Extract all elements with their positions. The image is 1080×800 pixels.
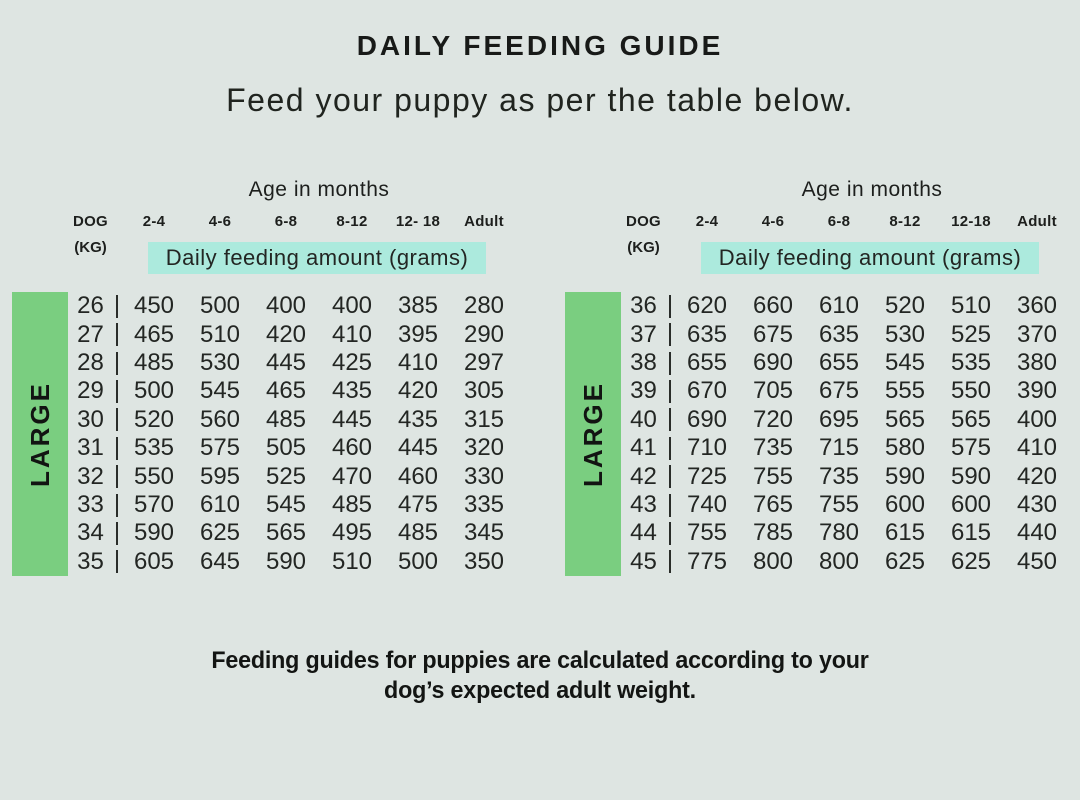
header-spacer <box>12 213 68 230</box>
row-divider <box>666 434 674 462</box>
table-row <box>621 519 1070 547</box>
feeding-amount-value: 690 <box>686 405 728 433</box>
feeding-amount-value: 600 <box>950 491 992 519</box>
feeding-amount-value: 400 <box>1016 405 1058 433</box>
dog-weight-kg: 32 <box>77 462 104 490</box>
feeding-amount-value: 420 <box>397 377 439 405</box>
col-header-adult: Adult <box>464 213 504 230</box>
table-row <box>621 377 1070 405</box>
feeding-amount-value: 715 <box>818 434 860 462</box>
feeding-amount-value: 440 <box>1016 519 1058 547</box>
row-divider <box>113 462 121 490</box>
feeding-amount-value: 800 <box>818 547 860 575</box>
feeding-amount-value: 625 <box>950 547 992 575</box>
feeding-amount-value: 535 <box>950 349 992 377</box>
feeding-amount-value: 720 <box>752 405 794 433</box>
col-header-4-6: 4-6 <box>761 213 785 230</box>
feeding-amount-value: 360 <box>1016 292 1058 320</box>
feeding-table-right <box>565 170 1070 576</box>
kg-unit-label: (KG) <box>74 239 107 256</box>
feeding-amount-value: 610 <box>818 292 860 320</box>
table-rows <box>621 292 1070 576</box>
feeding-amount-value: 675 <box>752 320 794 348</box>
dog-weight-kg: 35 <box>77 547 104 575</box>
feeding-amount-value: 350 <box>463 547 505 575</box>
feeding-amount-value: 755 <box>818 491 860 519</box>
row-divider <box>666 548 674 576</box>
feeding-amount-value: 380 <box>1016 349 1058 377</box>
feeding-amount-value: 495 <box>331 519 373 547</box>
feeding-amount-value: 625 <box>199 519 241 547</box>
feeding-amount-value: 635 <box>686 320 728 348</box>
feeding-amount-value: 485 <box>397 519 439 547</box>
dog-weight-kg: 33 <box>77 491 104 519</box>
feeding-amount-value: 445 <box>397 434 439 462</box>
table-row <box>621 292 1070 320</box>
feeding-amount-value: 500 <box>199 292 241 320</box>
feeding-amount-value: 695 <box>818 405 860 433</box>
col-header-8-12: 8-12 <box>336 213 368 230</box>
feeding-amount-value: 290 <box>463 320 505 348</box>
row-divider <box>113 292 121 320</box>
age-in-months-header: Age in months <box>248 178 390 201</box>
feeding-amount-value: 565 <box>265 519 307 547</box>
feeding-amount-value: 445 <box>331 405 373 433</box>
dog-weight-kg: 45 <box>630 547 657 575</box>
feeding-amount-value: 755 <box>686 519 728 547</box>
row-divider <box>666 491 674 519</box>
header-spacer <box>666 213 674 230</box>
row-divider <box>666 320 674 348</box>
row-divider <box>666 406 674 434</box>
feeding-amount-value: 505 <box>265 434 307 462</box>
feeding-amount-value: 460 <box>331 434 373 462</box>
table-row <box>621 434 1070 462</box>
dog-weight-kg: 41 <box>630 434 657 462</box>
feeding-amount-value: 450 <box>133 292 175 320</box>
footer-line-2: dog’s expected adult weight. <box>384 676 696 704</box>
feeding-amount-value: 610 <box>199 491 241 519</box>
dog-weight-kg: 40 <box>630 405 657 433</box>
footer-line-1: Feeding guides for puppies are calculated according to your <box>211 647 869 674</box>
feeding-amount-value: 335 <box>463 491 505 519</box>
feeding-amount-value: 545 <box>265 491 307 519</box>
row-divider <box>113 434 121 462</box>
feeding-amount-value: 590 <box>950 462 992 490</box>
feeding-amount-value: 520 <box>884 292 926 320</box>
feeding-amount-value: 430 <box>1016 491 1058 519</box>
feeding-amount-value: 710 <box>686 434 728 462</box>
table-row <box>621 349 1070 377</box>
feeding-amount-value: 345 <box>463 519 505 547</box>
row-divider <box>113 377 121 405</box>
feeding-amount-value: 500 <box>133 377 175 405</box>
feeding-amount-value: 705 <box>752 377 794 405</box>
dog-weight-kg: 28 <box>77 349 104 377</box>
col-header-6-8: 6-8 <box>827 213 851 230</box>
col-header-4-6: 4-6 <box>208 213 232 230</box>
feeding-amount-value: 530 <box>884 320 926 348</box>
dog-weight-kg: 37 <box>630 320 657 348</box>
dog-weight-kg: 26 <box>77 292 104 320</box>
size-band-large <box>12 292 68 576</box>
feeding-amount-value: 370 <box>1016 320 1058 348</box>
feeding-amount-value: 595 <box>199 462 241 490</box>
table-data-area <box>12 292 517 576</box>
feeding-amount-value: 555 <box>884 377 926 405</box>
col-header-dog: DOG <box>625 213 662 230</box>
feeding-amount-value: 660 <box>752 292 794 320</box>
table-row <box>621 548 1070 576</box>
feeding-amount-value: 305 <box>463 377 505 405</box>
row-divider <box>113 406 121 434</box>
header-spacer <box>565 213 621 230</box>
feeding-amount-value: 410 <box>1016 434 1058 462</box>
table-row <box>68 320 517 348</box>
feeding-amount-value: 545 <box>199 377 241 405</box>
dog-weight-kg: 42 <box>630 462 657 490</box>
feeding-amount-value: 500 <box>397 547 439 575</box>
size-label: LARGE <box>577 381 608 487</box>
row-divider <box>666 377 674 405</box>
feeding-amount-value: 560 <box>199 405 241 433</box>
feeding-amount-value: 620 <box>686 292 728 320</box>
feeding-amount-value: 330 <box>463 462 505 490</box>
col-header-8-12: 8-12 <box>889 213 921 230</box>
feeding-amount-value: 530 <box>199 349 241 377</box>
feeding-amount-value: 575 <box>199 434 241 462</box>
col-header-adult: Adult <box>1017 213 1057 230</box>
feeding-amount-value: 315 <box>463 405 505 433</box>
feeding-amount-value: 525 <box>950 320 992 348</box>
feeding-amount-value: 550 <box>133 462 175 490</box>
feeding-amount-value: 780 <box>818 519 860 547</box>
col-header-2-4: 2-4 <box>695 213 719 230</box>
feeding-amount-value: 625 <box>884 547 926 575</box>
feeding-amount-value: 735 <box>752 434 794 462</box>
row-divider <box>666 519 674 547</box>
feeding-amount-value: 670 <box>686 377 728 405</box>
feeding-amount-value: 460 <box>397 462 439 490</box>
feeding-amount-value: 400 <box>331 292 373 320</box>
feeding-amount-value: 580 <box>884 434 926 462</box>
dog-weight-kg: 30 <box>77 405 104 433</box>
page-subtitle: Feed your puppy as per the table below. <box>226 82 854 118</box>
age-in-months-header: Age in months <box>801 178 943 201</box>
col-header-12-18: 12- 18 <box>395 213 441 230</box>
dog-weight-kg: 39 <box>630 377 657 405</box>
feeding-amount-value: 450 <box>1016 547 1058 575</box>
dog-weight-kg: 38 <box>630 349 657 377</box>
feeding-amount-value: 565 <box>950 405 992 433</box>
feeding-amount-value: 485 <box>331 491 373 519</box>
feeding-amount-value: 520 <box>133 405 175 433</box>
feeding-amount-value: 550 <box>950 377 992 405</box>
page-title: DAILY FEEDING GUIDE <box>356 30 724 61</box>
size-label: LARGE <box>24 381 55 487</box>
feeding-amount-value: 690 <box>752 349 794 377</box>
feeding-amount-value: 735 <box>818 462 860 490</box>
feeding-amount-value: 465 <box>265 377 307 405</box>
feeding-amount-value: 755 <box>752 462 794 490</box>
feeding-amount-value: 545 <box>884 349 926 377</box>
feeding-amount-value: 535 <box>133 434 175 462</box>
feeding-amount-value: 785 <box>752 519 794 547</box>
col-header-6-8: 6-8 <box>274 213 298 230</box>
table-row <box>68 519 517 547</box>
feeding-amount-value: 590 <box>884 462 926 490</box>
feeding-table-left <box>12 170 517 576</box>
table-row <box>68 377 517 405</box>
feeding-amount-value: 435 <box>331 377 373 405</box>
feeding-amount-value: 485 <box>133 349 175 377</box>
table-row <box>621 406 1070 434</box>
feeding-amount-value: 645 <box>199 547 241 575</box>
feeding-amount-value: 575 <box>950 434 992 462</box>
feeding-amount-value: 590 <box>265 547 307 575</box>
daily-feeding-amount-label: Daily feeding amount (grams) <box>148 242 486 274</box>
feeding-amount-value: 470 <box>331 462 373 490</box>
feeding-amount-value: 410 <box>331 320 373 348</box>
feeding-amount-value: 570 <box>133 491 175 519</box>
dog-weight-kg: 31 <box>77 434 104 462</box>
dog-weight-kg: 36 <box>630 292 657 320</box>
kg-unit-label: (KG) <box>627 239 660 256</box>
feeding-amount-value: 280 <box>463 292 505 320</box>
dog-weight-kg: 27 <box>77 320 104 348</box>
feeding-amount-value: 655 <box>686 349 728 377</box>
feeding-amount-value: 400 <box>265 292 307 320</box>
feeding-amount-value: 425 <box>331 349 373 377</box>
feeding-amount-value: 385 <box>397 292 439 320</box>
row-divider <box>666 462 674 490</box>
feeding-amount-value: 615 <box>884 519 926 547</box>
feeding-amount-value: 510 <box>199 320 241 348</box>
feeding-amount-value: 420 <box>265 320 307 348</box>
table-row <box>68 406 517 434</box>
table-row <box>621 491 1070 519</box>
row-divider <box>113 519 121 547</box>
dog-weight-kg: 43 <box>630 491 657 519</box>
table-row <box>621 462 1070 490</box>
feeding-amount-value: 525 <box>265 462 307 490</box>
header-spacer <box>113 213 121 230</box>
column-header-row <box>565 213 1070 230</box>
row-divider <box>666 292 674 320</box>
row-divider <box>113 349 121 377</box>
feeding-amount-value: 615 <box>950 519 992 547</box>
dog-weight-kg: 29 <box>77 377 104 405</box>
feeding-amount-value: 410 <box>397 349 439 377</box>
feeding-amount-value: 445 <box>265 349 307 377</box>
feeding-amount-value: 485 <box>265 405 307 433</box>
row-divider <box>113 491 121 519</box>
col-header-2-4: 2-4 <box>142 213 166 230</box>
table-row <box>68 462 517 490</box>
feeding-amount-value: 655 <box>818 349 860 377</box>
column-header-row <box>12 213 517 230</box>
feeding-amount-value: 740 <box>686 491 728 519</box>
table-row <box>68 292 517 320</box>
daily-feeding-amount-label: Daily feeding amount (grams) <box>701 242 1039 274</box>
table-rows <box>68 292 517 576</box>
feeding-amount-value: 510 <box>331 547 373 575</box>
dog-weight-kg: 44 <box>630 519 657 547</box>
feeding-amount-value: 420 <box>1016 462 1058 490</box>
table-row <box>68 349 517 377</box>
table-row <box>68 491 517 519</box>
col-header-dog: DOG <box>72 213 109 230</box>
feeding-amount-value: 590 <box>133 519 175 547</box>
feeding-amount-value: 475 <box>397 491 439 519</box>
feeding-amount-value: 395 <box>397 320 439 348</box>
feeding-amount-value: 635 <box>818 320 860 348</box>
feeding-amount-value: 390 <box>1016 377 1058 405</box>
feeding-amount-value: 320 <box>463 434 505 462</box>
feeding-amount-value: 435 <box>397 405 439 433</box>
row-divider <box>666 349 674 377</box>
col-header-12-18: 12-18 <box>951 213 991 230</box>
table-row <box>68 434 517 462</box>
size-band-large <box>565 292 621 576</box>
feeding-amount-value: 565 <box>884 405 926 433</box>
footer-note <box>16 646 1064 705</box>
feeding-amount-value: 765 <box>752 491 794 519</box>
feeding-amount-value: 675 <box>818 377 860 405</box>
feeding-amount-value: 297 <box>463 349 505 377</box>
feeding-amount-value: 605 <box>133 547 175 575</box>
feeding-amount-value: 465 <box>133 320 175 348</box>
row-divider <box>113 548 121 576</box>
feeding-amount-value: 725 <box>686 462 728 490</box>
dog-weight-kg: 34 <box>77 519 104 547</box>
feeding-amount-value: 775 <box>686 547 728 575</box>
feeding-amount-value: 510 <box>950 292 992 320</box>
row-divider <box>113 320 121 348</box>
table-row <box>68 548 517 576</box>
table-row <box>621 320 1070 348</box>
feeding-amount-value: 600 <box>884 491 926 519</box>
table-data-area <box>565 292 1070 576</box>
feeding-amount-value: 800 <box>752 547 794 575</box>
